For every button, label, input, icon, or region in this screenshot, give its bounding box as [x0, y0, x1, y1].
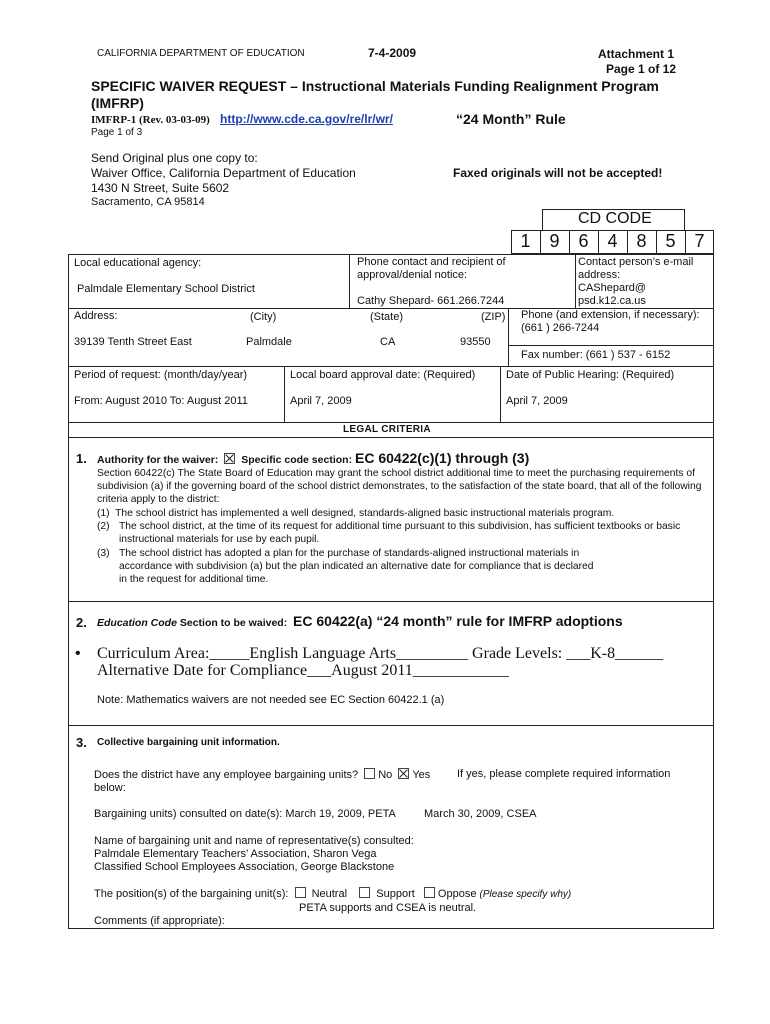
street-value: 39139 Tenth Street East [74, 336, 192, 348]
cd-digit: 4 [607, 231, 618, 251]
fax-number: Fax number: (661 ) 537 - 6152 [521, 349, 671, 361]
comments-label: Comments (if appropriate): [94, 915, 225, 927]
email-label-2: address: [578, 269, 621, 281]
period-value: From: August 2010 To: August 2011 [74, 395, 248, 407]
unit-name-2: Classified School Employees Association, George Blackstone [94, 861, 395, 873]
address-label: Address: [74, 310, 118, 322]
cd-digit: 8 [636, 231, 647, 251]
legal-criteria-header: LEGAL CRITERIA [343, 424, 431, 435]
board-approval-label: Local board approval date: (Required) [290, 369, 476, 381]
cd-digit: 1 [520, 231, 531, 251]
zip-label: (ZIP) [481, 311, 506, 323]
send-line-2: Waiver Office, California Department of Education [91, 166, 356, 180]
lea-value: Palmdale Elementary School District [77, 283, 255, 295]
criteria-item: (3) The school district has adopted a plan for the purchase of standards-aligned instructional materials in accordance with subdivision (a) but the plan indicated an alternative date for compliance that is declared in the request for additional time. [97, 548, 594, 585]
if-yes-note: If yes, please complete required information [457, 768, 671, 780]
phone-contact-value: Cathy Shepard- 661.266.7244 [357, 295, 505, 307]
email-value: CAShepard@ [578, 282, 647, 294]
math-note: Note: Mathematics waivers are not needed see EC Section 60422.1 (a) [97, 694, 445, 706]
hearing-label: Date of Public Hearing: (Required) [506, 369, 675, 381]
yes-checkbox[interactable] [398, 768, 409, 779]
authority-label: Authority for the waiver: [97, 454, 219, 466]
page-label: Page 1 of 12 [606, 62, 677, 76]
bullet: • [75, 645, 81, 662]
phone-contact-label-2: approval/denial notice: [357, 269, 468, 281]
fax-warning: Faxed originals will not be accepted! [453, 166, 663, 180]
send-line-4: Sacramento, CA 95814 [91, 196, 205, 208]
specific-code-value: EC 60422(c)(1) through (3) [355, 450, 530, 466]
consulted-dates: Bargaining units) consulted on date(s): March 19, 2009, PETA [94, 808, 396, 820]
below-label: below: [94, 782, 126, 794]
send-line-1: Send Original plus one copy to: [91, 151, 258, 165]
cd-digit: 5 [665, 231, 676, 251]
hearing-value: April 7, 2009 [506, 395, 568, 407]
consulted-dates-2: March 30, 2009, CSEA [424, 808, 537, 820]
cd-code-label: CD CODE [578, 210, 652, 227]
waiver-url-link[interactable]: http://www.cde.ca.gov/re/lr/wr/ [220, 112, 393, 126]
rule-title: “24 Month” Rule [456, 111, 566, 127]
education-code-label: Education Code [97, 617, 177, 629]
city-label: (City) [250, 311, 277, 323]
lea-label: Local educational agency: [74, 257, 202, 269]
criteria-item: (1) The school district has implemented a well designed, standards-aligned basic instructional materials program. [97, 508, 615, 519]
period-label: Period of request: (month/day/year) [74, 369, 248, 381]
no-checkbox[interactable] [364, 768, 375, 779]
oppose-checkbox[interactable] [424, 887, 435, 898]
section-2-number: 2. [76, 615, 87, 630]
page-title-2: (IMFRP) [91, 95, 144, 111]
section-3-title: Collective bargaining unit information. [97, 737, 280, 748]
section-1-body: Section 60422(c) The State Board of Education may grant the school district additional time to meet the purchasing requirements of subdivision (a) if the governing board of the school district demonstrates, to the satisfaction of the state board, that all of the following criteria apply to the district: [97, 468, 702, 505]
phone-ext-value: (661 ) 266-7244 [521, 322, 600, 334]
unit-name-label: Name of bargaining unit and name of representative(s) consulted: [94, 835, 414, 847]
position-row: The position(s) of the bargaining unit(s): Neutral Support Oppose (Please specify why) [94, 888, 572, 900]
section-waived-value: EC 60422(a) “24 month” rule for IMFRP adoptions [293, 613, 623, 629]
attachment-label: Attachment 1 [598, 47, 675, 61]
email-label: Contact person’s e-mail [578, 256, 694, 268]
phone-contact-label: Phone contact and recipient of [357, 256, 506, 268]
header-date: 7-4-2009 [368, 46, 417, 60]
section-3-number: 3. [76, 735, 87, 750]
email-value-2: psd.k12.ca.us [578, 295, 646, 307]
city-value: Palmdale [246, 336, 292, 348]
yes-label: Yes [412, 769, 431, 781]
page-title: SPECIFIC WAIVER REQUEST – Instructional Materials Funding Realignment Program [91, 78, 659, 94]
form-id: IMFRP-1 (Rev. 03-03-09) [91, 114, 210, 126]
send-line-3: 1430 N Street, Suite 5602 [91, 181, 230, 195]
neutral-checkbox[interactable] [295, 887, 306, 898]
alt-date-line: Alternative Date for Compliance___August 2011____________ [97, 662, 509, 679]
bargaining-question: Does the district have any employee bargaining units? No Yes [94, 769, 431, 781]
phone-ext-label: Phone (and extension, if necessary): [521, 309, 700, 321]
no-label: No [378, 769, 393, 781]
curriculum-line: Curriculum Area:_____English Language Arts_________ Grade Levels: ___K-8______ [97, 645, 664, 662]
sub-page: Page 1 of 3 [91, 127, 143, 138]
section-waived-label: Section to be waived: [179, 617, 288, 629]
position-note: PETA supports and CSEA is neutral. [299, 902, 477, 914]
section-2-heading [97, 613, 623, 629]
criteria-item: (2) The school district, at the time of its request for additional time pursuant to this subdivision, has sufficient textbooks or basic instructional materials for use by each pupil. [97, 521, 681, 545]
state-value: CA [380, 336, 396, 348]
section-1-number: 1. [76, 451, 87, 466]
cd-digit: 9 [549, 231, 560, 251]
state-label: (State) [370, 311, 404, 323]
section-1-heading [97, 450, 529, 466]
unit-name-1: Palmdale Elementary Teachers’ Association, Sharon Vega [94, 848, 377, 860]
zip-value: 93550 [460, 336, 491, 348]
board-approval-value: April 7, 2009 [290, 395, 352, 407]
department-name: CALIFORNIA DEPARTMENT OF EDUCATION [97, 48, 305, 59]
cd-digit: 7 [694, 231, 705, 251]
authority-checkbox[interactable] [224, 453, 235, 464]
cd-digit: 6 [578, 231, 589, 251]
specific-code-label: Specific code section: [241, 454, 353, 466]
support-checkbox[interactable] [359, 887, 370, 898]
